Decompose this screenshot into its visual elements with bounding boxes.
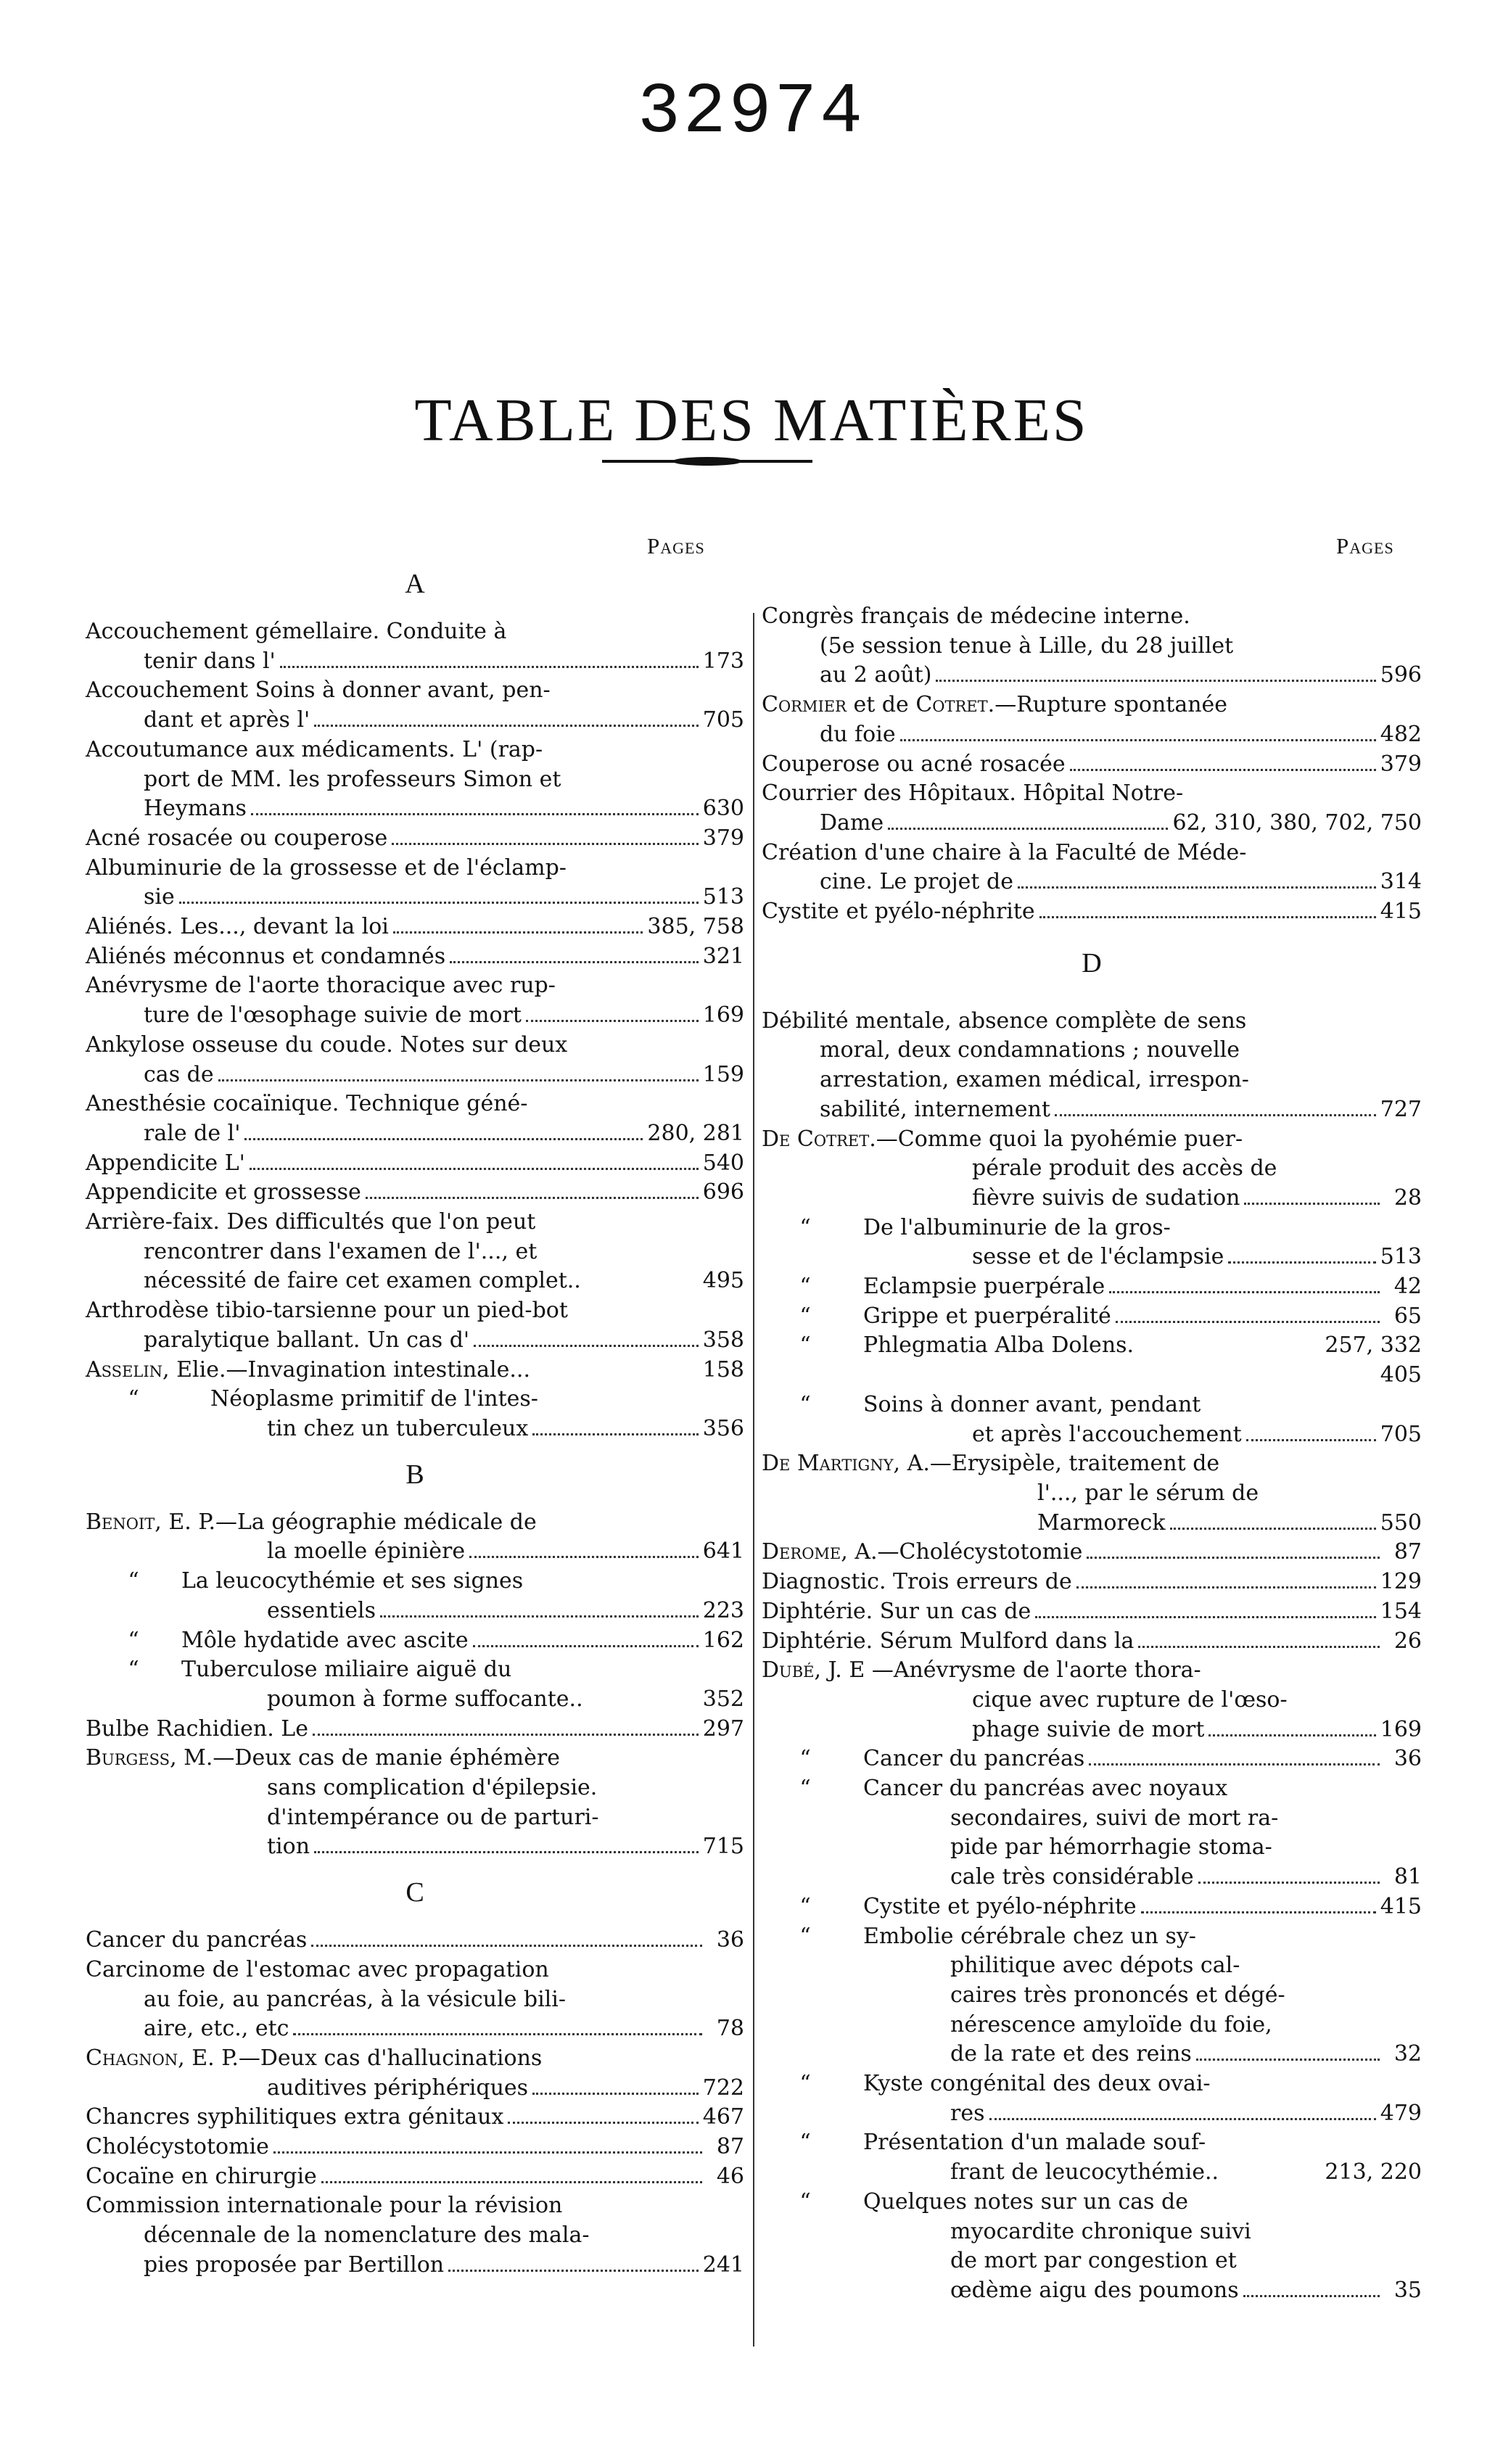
index-entry: De Martigny, A.—Erysipèle, traitement de l'..., par le sérum de Marmoreck 550 (762, 1449, 1422, 1538)
page-ref: 154 (1380, 1598, 1422, 1624)
page-ref: 36 (1393, 1746, 1422, 1772)
ditto-mark: “ (799, 1303, 811, 1329)
index-entry: Aliénés. Les..., devant la loi 385, 758 (86, 912, 744, 942)
ditto-mark: “ (128, 1627, 139, 1653)
page-ref: 596 (1380, 662, 1422, 688)
index-entry: Congrès français de médecine interne. (5e session tenue à Lille, du 28 juillet au 2 août) 596 (762, 602, 1422, 691)
index-entry: Bulbe Rachidien. Le 297 (86, 1715, 744, 1744)
index-entry: “ Tuberculose miliaire aiguë du poumon à forme suffocante.. 352 (86, 1655, 744, 1714)
document-number: 32974 (637, 73, 866, 153)
page-ref: 32 (1393, 2041, 1422, 2067)
index-entry: “ Néoplasme primitif de l'intes- tin chez un tuberculeux 356 (86, 1385, 744, 1443)
ditto-mark: “ (799, 1923, 811, 1949)
index-entry: “ Cystite et pyélo-néphrite 415 (762, 1892, 1422, 1922)
page-ref: 321 (702, 943, 744, 969)
ornament-divider (602, 455, 812, 468)
page-ref: 78 (716, 2016, 744, 2042)
author-name: Cotret. (915, 692, 995, 718)
index-entry: Cystite et pyélo-néphrite 415 (762, 897, 1422, 927)
page-ref: 62, 310, 380, 702, 750 (1172, 809, 1422, 836)
page-ref: 173 (702, 648, 744, 674)
author-name: De Martigny, (762, 1451, 901, 1477)
index-entry: “ La leucocythémie et ses signes essentiels 223 (86, 1567, 744, 1626)
author-name: Asselin, (86, 1356, 170, 1383)
page-ref: 87 (716, 2134, 744, 2160)
index-entry: Derome, A.—Cholécystotomie 87 (762, 1538, 1422, 1567)
index-entry: Acné rosacée ou couperose 379 (86, 824, 744, 854)
page-ref: 513 (1380, 1244, 1422, 1270)
page-ref: 513 (702, 884, 744, 910)
page-ref: 482 (1380, 721, 1422, 747)
page-ref: 415 (1380, 1893, 1422, 1919)
index-entry: “ Eclampsie puerpérale 42 (762, 1272, 1422, 1302)
page-ref: 159 (702, 1061, 744, 1087)
index-entry: Cancer du pancréas 36 (86, 1926, 744, 1956)
page-ref: 405 (1380, 1362, 1422, 1388)
pages-header-right: Pages (1336, 533, 1394, 559)
page-ref: 35 (1393, 2277, 1422, 2303)
page-ref: 241 (702, 2251, 744, 2278)
page-ref: 314 (1380, 869, 1422, 895)
index-entry: “ Kyste congénital des deux ovai- res 479 (762, 2069, 1422, 2128)
page-ref: 705 (1380, 1421, 1422, 1447)
page-ref: 129 (1380, 1569, 1422, 1595)
author-name: Derome, (762, 1539, 848, 1565)
ditto-mark: “ (799, 2071, 811, 2097)
index-entry: Appendicite L' 540 (86, 1149, 744, 1179)
index-entry: Anévrysme de l'aorte thoracique avec rup- ture de l'œsophage suivie de mort 169 (86, 971, 744, 1030)
page-ref: 162 (702, 1627, 744, 1653)
page-ref: 358 (702, 1327, 744, 1353)
index-entry: Diagnostic. Trois erreurs de 129 (762, 1567, 1422, 1597)
ditto-mark: “ (799, 1746, 811, 1772)
index-entry: Aliénés méconnus et condamnés 321 (86, 942, 744, 972)
index-entry: Anesthésie cocaïnique. Technique géné- rale de l' 280, 281 (86, 1089, 744, 1148)
author-name: Benoit, (86, 1509, 162, 1535)
index-entry: Burgess, M.—Deux cas de manie éphémère sans complication d'épilepsie. d'intempérance ou de parturi- tion 715 (86, 1744, 744, 1862)
author-name: De Cotret. (762, 1126, 876, 1152)
index-entry: “ Cancer du pancréas 36 (762, 1744, 1422, 1774)
index-entry: Diphtérie. Sérum Mulford dans la 26 (762, 1627, 1422, 1657)
page-ref: 356 (702, 1415, 744, 1441)
section-letter-a: A (405, 569, 425, 599)
page-ref: 352 (702, 1686, 744, 1712)
index-entry: Commission internationale pour la révision décennale de la nomenclature des mala- pies proposée par Bertillon 241 (86, 2191, 744, 2280)
page-ref: 722 (702, 2074, 744, 2101)
index-entry: Cholécystotomie 87 (86, 2133, 744, 2162)
page-ref: 158 (702, 1356, 744, 1383)
page-ref: 696 (702, 1179, 744, 1206)
index-entry: “ Quelques notes sur un cas de myocardite chronique suivi de mort par congestion et œdème aigu des poumons 35 (762, 2188, 1422, 2306)
page-ref: 550 (1380, 1509, 1422, 1536)
ditto-mark: “ (799, 1893, 811, 1919)
index-entry: “ Embolie cérébrale chez un sy- philitique avec dépots cal- caires très prononcés et dégé- nérescence amyloïde du foie, de la rate et des reins 32 (762, 1922, 1422, 2070)
ditto-mark: “ (799, 1214, 811, 1240)
ditto-mark: “ (799, 1332, 811, 1359)
index-entry: Création d'une chaire à la Faculté de Méde- cine. Le projet de 314 (762, 838, 1422, 897)
page-ref: 280, 281 (647, 1120, 744, 1146)
index-entry: “ Phlegmatia Alba Dolens. 257, 332 405 (762, 1331, 1422, 1390)
index-entry: Diphtérie. Sur un cas de 154 (762, 1597, 1422, 1627)
index-entry: Asselin, Elie.—Invagination intestinale... 158 (86, 1356, 744, 1385)
pages-header-left: Pages (647, 533, 705, 559)
page-ref: 257, 332 (1325, 1332, 1422, 1359)
index-entry: Arthrodèse tibio-tarsienne pour un pied-bot paralytique ballant. Un cas d' 358 (86, 1296, 744, 1355)
index-entry: Accouchement gémellaire. Conduite à tenir dans l' 173 (86, 617, 744, 676)
page-ref: 540 (702, 1150, 744, 1176)
index-entry: “ Présentation d'un malade souf- frant de leucocythémie.. 213, 220 (762, 2128, 1422, 2187)
ditto-mark: “ (128, 1657, 139, 1683)
page-ref: 479 (1380, 2100, 1422, 2126)
index-entry: Appendicite et grossesse 696 (86, 1178, 744, 1208)
page-ref: 42 (1393, 1274, 1422, 1300)
page-ref: 415 (1380, 899, 1422, 925)
index-entry: Dubé, J. E —Anévrysme de l'aorte thora- cique avec rupture de l'œso- phage suivie de mort 169 (762, 1656, 1422, 1744)
ditto-mark: “ (799, 1391, 811, 1417)
page-ref: 630 (702, 796, 744, 822)
index-entry: Albuminurie de la grossesse et de l'éclamp- sie 513 (86, 854, 744, 912)
author-name: Cormier (762, 692, 847, 718)
page-ref: 87 (1393, 1539, 1422, 1565)
index-entry: Ankylose osseuse du coude. Notes sur deux cas de 159 (86, 1031, 744, 1089)
page-ref: 495 (702, 1268, 744, 1294)
page-ref: 705 (702, 707, 744, 733)
index-entry: “ Soins à donner avant, pendant et après l'accouchement 705 (762, 1390, 1422, 1449)
index-entry: “ Môle hydatide avec ascite 162 (86, 1626, 744, 1656)
page-ref: 169 (1380, 1716, 1422, 1742)
index-entry: “ Cancer du pancréas avec noyaux secondaires, suivi de mort ra- pide par hémorrhagie stoma- cale très considérable 81 (762, 1774, 1422, 1892)
index-entry: Cocaïne en chirurgie 46 (86, 2162, 744, 2192)
page-ref: 213, 220 (1325, 2159, 1422, 2185)
ditto-mark: “ (799, 2188, 811, 2214)
index-entry: Accouchement Soins à donner avant, pen- dant et après l' 705 (86, 676, 744, 735)
author-name: Burgess, (86, 1745, 177, 1771)
ditto-mark: “ (128, 1568, 139, 1594)
section-letter-d: D (1082, 947, 1102, 978)
ditto-mark: “ (799, 2130, 811, 2156)
index-entry: Chancres syphilitiques extra génitaux 467 (86, 2103, 744, 2133)
page-title: TABLE DES MATIÈRES (414, 387, 1089, 455)
ditto-mark: “ (799, 1776, 811, 1802)
index-entry: Chagnon, E. P.—Deux cas d'hallucinations auditives périphériques 722 (86, 2044, 744, 2103)
section-letter-c: C (405, 1877, 424, 1908)
index-entry: Débilité mentale, absence complète de sens moral, deux condamnations ; nouvelle arrestation, examen médical, irrespon- sabilité, internement 727 (762, 1007, 1422, 1125)
section-letter-b: B (405, 1459, 424, 1490)
page-ref: 169 (702, 1002, 744, 1029)
page-ref: 81 (1393, 1864, 1422, 1890)
page-ref: 28 (1393, 1184, 1422, 1211)
index-entry: Cormier et de Cotret. —Rupture spontanée du foie 482 (762, 691, 1422, 749)
index-entry: Benoit, E. P.—La géographie médicale de la moelle épinière 641 (86, 1508, 744, 1567)
index-entry: Accoutumance aux médicaments. L' (rap- port de MM. les professeurs Simon et Heymans 630 (86, 736, 744, 824)
page-ref: 379 (702, 825, 744, 851)
page-ref: 297 (702, 1715, 744, 1742)
page-ref: 223 (702, 1597, 744, 1623)
page-ref: 641 (702, 1538, 744, 1565)
left-column (86, 569, 744, 2280)
page-ref: 385, 758 (647, 914, 744, 940)
index-entry: “ Grippe et puerpéralité 65 (762, 1302, 1422, 1332)
page-ref: 727 (1380, 1096, 1422, 1122)
index-entry: Couperose ou acné rosacée 379 (762, 750, 1422, 780)
page-ref: 65 (1393, 1303, 1422, 1329)
author-name: Dubé, (762, 1657, 822, 1684)
index-entry: Courrier des Hôpitaux. Hôpital Notre- Dame 62, 310, 380, 702, 750 (762, 779, 1422, 838)
right-column (762, 602, 1422, 2306)
page-ref: 46 (716, 2163, 744, 2189)
page-ref: 36 (716, 1927, 744, 1953)
ditto-mark: “ (128, 1386, 139, 1412)
page-ref: 379 (1380, 751, 1422, 777)
page-ref: 715 (702, 1834, 744, 1860)
index-entry: Carcinome de l'estomac avec propagation au foie, au pancréas, à la vésicule bili- aire, etc., etc 78 (86, 1956, 744, 2044)
page-ref: 26 (1393, 1628, 1422, 1654)
ditto-mark: “ (799, 1274, 811, 1300)
column-divider (753, 613, 754, 2346)
index-entry: “ De l'albuminurie de la gros- sesse et de l'éclampsie 513 (762, 1214, 1422, 1272)
index-entry: De Cotret. —Comme quoi la pyohémie puer- pérale produit des accès de fièvre suivis de sudation 28 (762, 1125, 1422, 1214)
index-entry: Arrière-faix. Des difficultés que l'on peut rencontrer dans l'examen de l'..., et nécessité de faire cet examen complet.. 495 (86, 1208, 744, 1296)
page-ref: 467 (702, 2104, 744, 2130)
author-name: Chagnon, (86, 2045, 185, 2071)
